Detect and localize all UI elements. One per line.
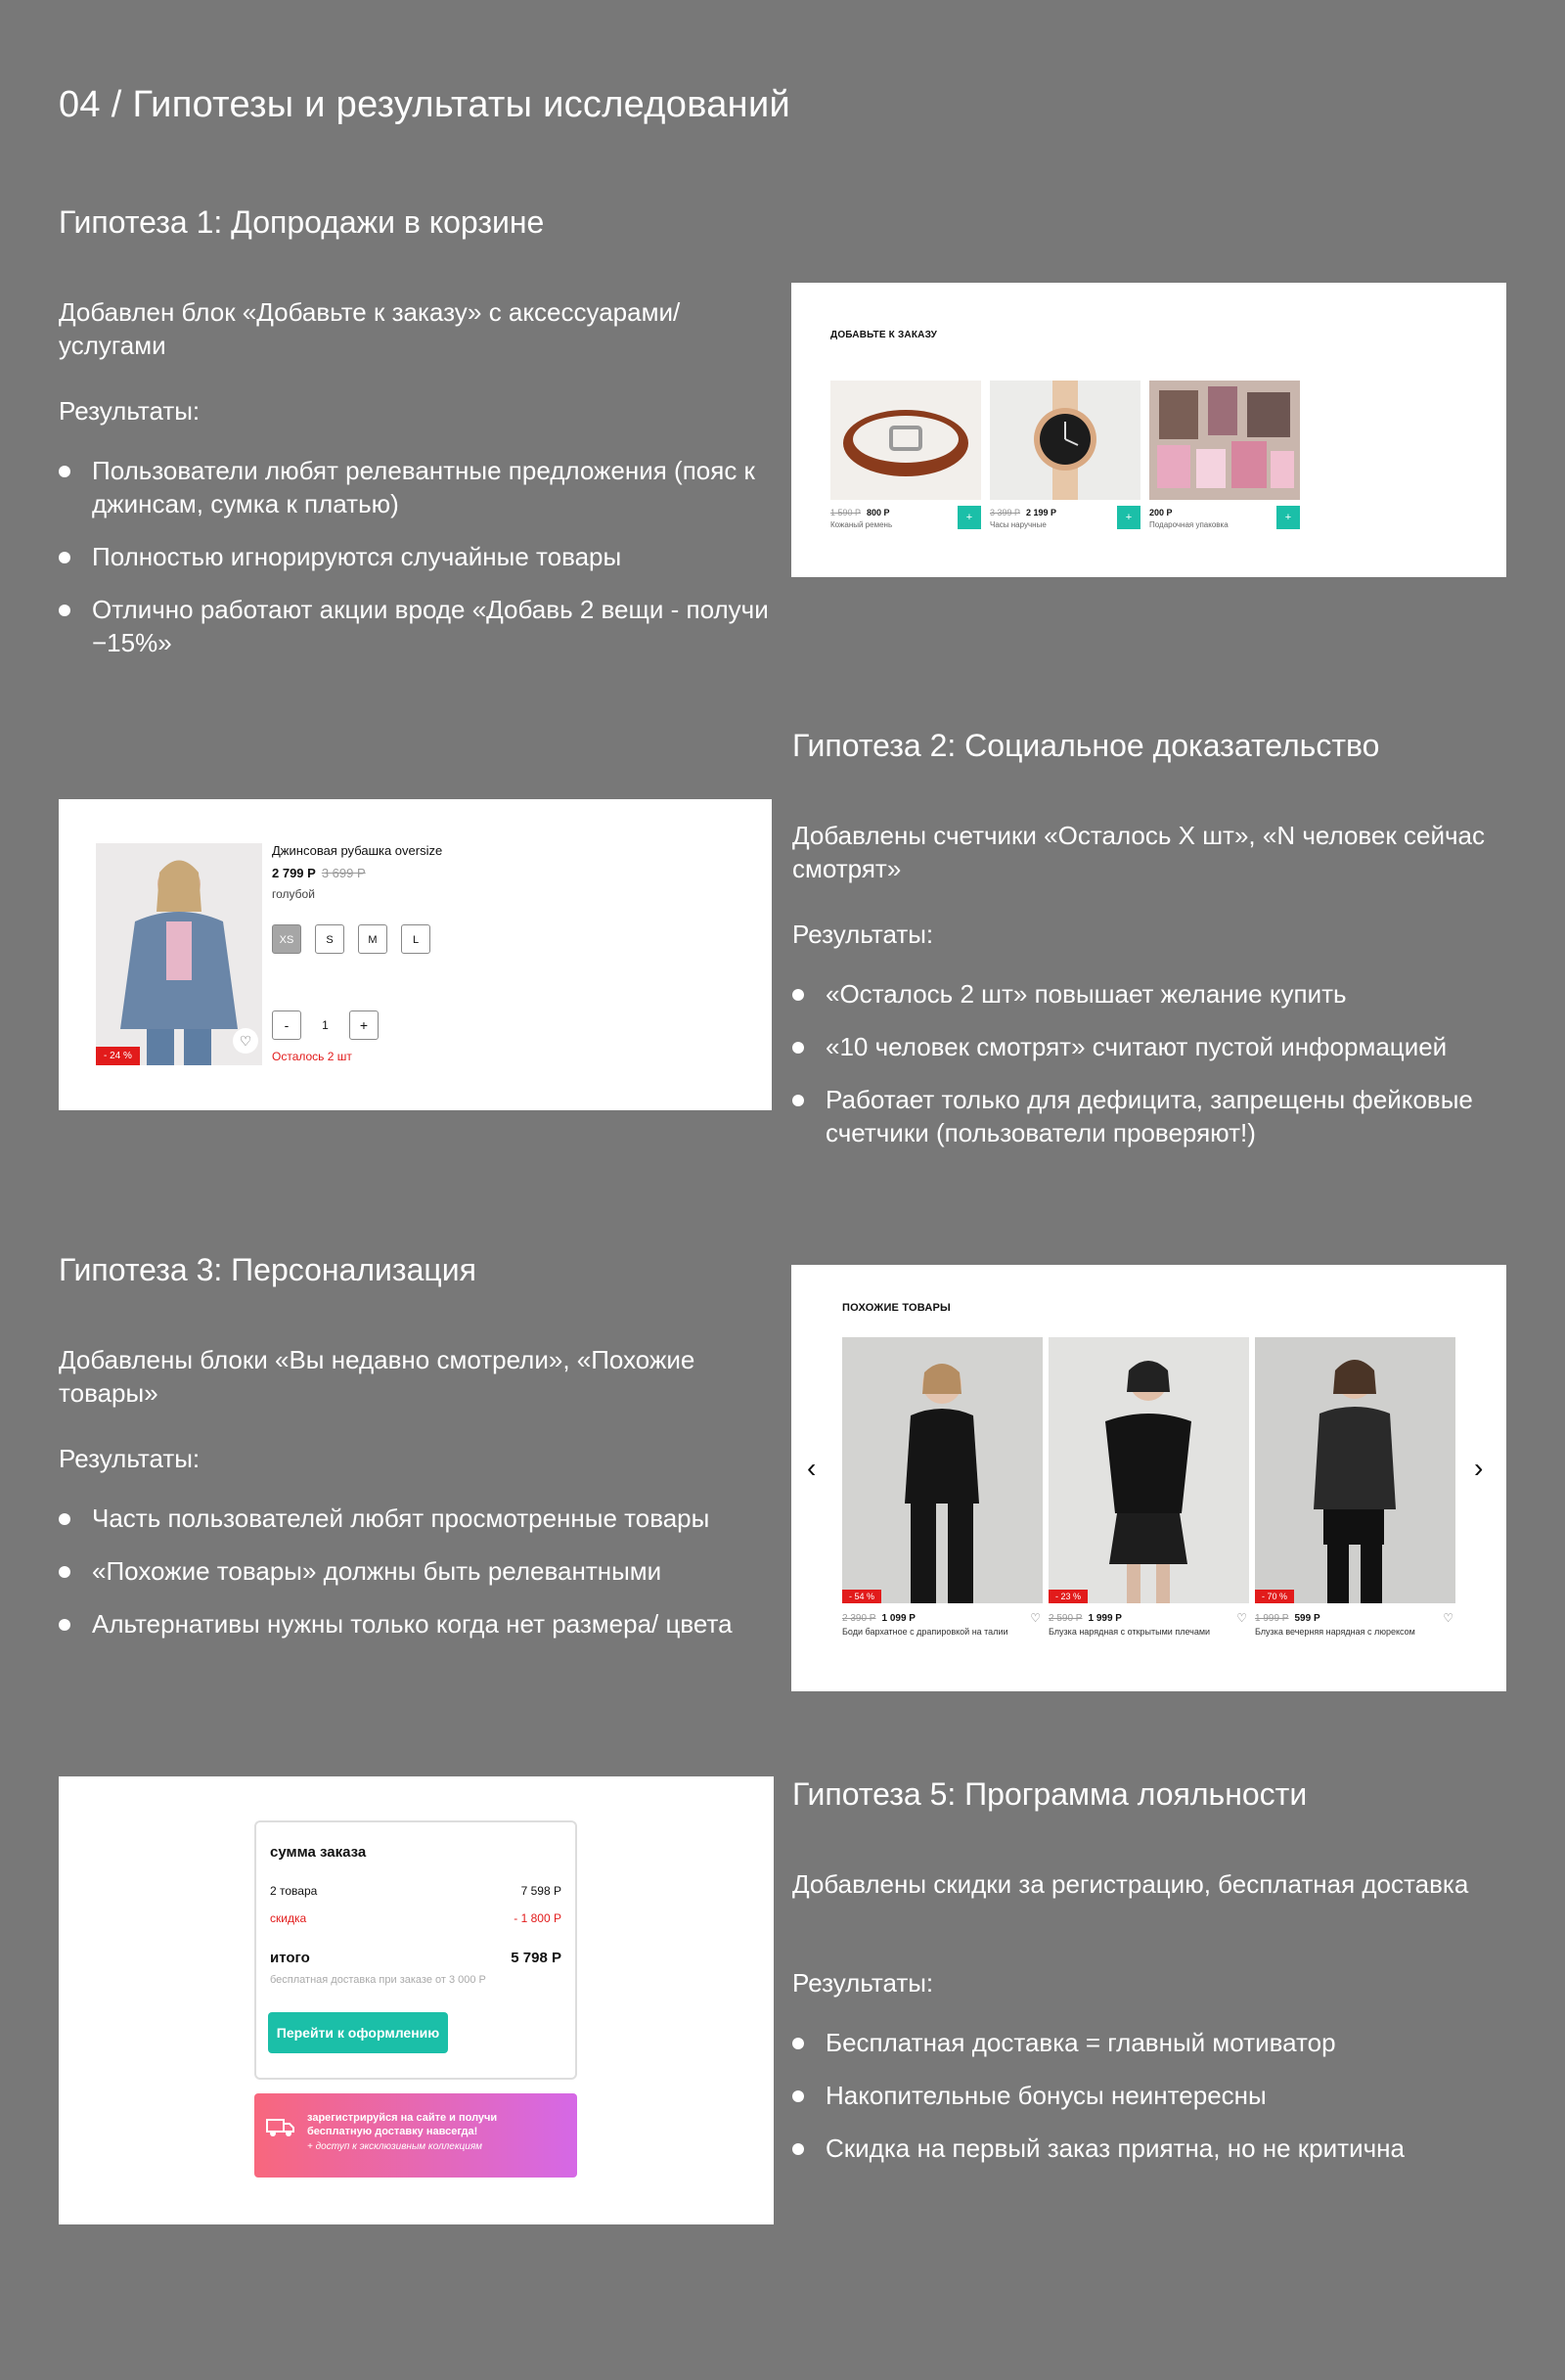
free-shipping-note: бесплатная доставка при заказе от 3 000 Р	[270, 1974, 486, 1986]
upsell-product[interactable]	[990, 381, 1140, 529]
result-item: Пользователи любят релевантные предложения (пояс к джинсам, сумка к платью)	[59, 454, 802, 520]
old-price: 2 390 Р	[842, 1613, 876, 1624]
hypothesis-5-title: Гипотеза 5: Программа лояльности	[792, 1776, 1308, 1812]
result-item: «10 человек смотрят» считают пустой информацией	[792, 1030, 1516, 1063]
watch-image	[990, 381, 1140, 500]
add-to-cart-button[interactable]: +	[958, 506, 981, 529]
old-price: 1 590 Р	[830, 508, 862, 517]
qty-plus-button[interactable]: +	[349, 1010, 379, 1040]
promo-line-2: бесплатную доставку навсегда!	[307, 2126, 478, 2137]
result-item: «Похожие товары» должны быть релевантными	[59, 1554, 782, 1588]
hypothesis-3-title: Гипотеза 3: Персонализация	[59, 1252, 476, 1287]
belt-image	[830, 381, 981, 500]
summary-box	[254, 1820, 577, 2080]
old-price: 1 999 Р	[1255, 1613, 1289, 1624]
discount-badge: - 54 %	[842, 1590, 881, 1603]
add-to-cart-button[interactable]: +	[1276, 506, 1300, 529]
quantity-stepper	[272, 1010, 379, 1040]
product-image	[1049, 1337, 1249, 1603]
hypothesis-2-results	[792, 977, 1516, 1169]
product-image	[842, 1337, 1043, 1603]
size-s[interactable]: S	[315, 924, 344, 954]
delivery-truck-icon	[266, 2115, 295, 2143]
hypothesis-1-results	[59, 454, 802, 679]
result-item: Работает только для дефицита, запрещены фейковые счетчики (пользователи проверяют!)	[792, 1083, 1516, 1149]
qty-value[interactable]: 1	[322, 1018, 329, 1032]
old-price: 3 699 Р	[321, 866, 366, 880]
gift-bags-image	[1149, 381, 1300, 500]
product-image	[1255, 1337, 1455, 1603]
items-label: 2 товара	[270, 1884, 318, 1898]
product-name: Джинсовая рубашка oversize	[272, 843, 443, 858]
product-name: Боди бархатное с драпировкой на талии	[842, 1627, 1008, 1637]
color-label: голубой	[272, 887, 315, 901]
price: 1 099 Р	[881, 1613, 916, 1624]
checkout-button[interactable]: Перейти к оформлению	[268, 2012, 448, 2053]
product-card	[59, 799, 772, 1110]
order-summary-card	[59, 1776, 774, 2224]
upsell-product[interactable]	[830, 381, 981, 529]
heart-icon[interactable]: ♡	[233, 1028, 258, 1054]
upsell-card	[791, 283, 1506, 577]
product-name: Подарочная упаковка	[1149, 520, 1229, 529]
hypothesis-3-desc: Добавлены блоки «Вы недавно смотрели», «Похожие товары»	[59, 1345, 695, 1408]
similar-product[interactable]	[1049, 1337, 1249, 1638]
hypothesis-5-results	[792, 2026, 1536, 2184]
size-m[interactable]: M	[358, 924, 387, 954]
price: 2 799 Р	[272, 866, 316, 880]
hypothesis-1-title: Гипотеза 1: Допродажи в корзине	[59, 204, 545, 240]
hypothesis-2-results-label: Результаты:	[792, 920, 934, 949]
result-item: Накопительные бонусы неинтересны	[792, 2079, 1536, 2112]
size-l[interactable]: L	[401, 924, 430, 954]
similar-product[interactable]	[1255, 1337, 1455, 1638]
result-item: Полностью игнорируются случайные товары	[59, 540, 802, 573]
heart-icon[interactable]: ♡	[1030, 1611, 1041, 1625]
stock-counter: Осталось 2 шт	[272, 1050, 352, 1063]
hypothesis-5-results-label: Результаты:	[792, 1968, 934, 1998]
similar-title: ПОХОЖИЕ ТОВАРЫ	[842, 1302, 951, 1314]
price: 599 Р	[1294, 1613, 1320, 1624]
price: 200 Р	[1149, 508, 1173, 517]
upsell-title: ДОБАВЬТЕ К ЗАКАЗУ	[830, 330, 938, 340]
loyalty-banner[interactable]	[254, 2093, 577, 2178]
price: 1 999 Р	[1088, 1613, 1122, 1624]
result-item: Альтернативы нужны только когда нет размера/ цвета	[59, 1607, 782, 1640]
result-item: Бесплатная доставка = главный мотиватор	[792, 2026, 1536, 2059]
total-label: итого	[270, 1950, 310, 1966]
hypothesis-5-desc: Добавлены скидки за регистрацию, бесплатная доставка	[792, 1869, 1469, 1899]
heart-icon[interactable]: ♡	[1236, 1611, 1247, 1625]
page-title: 04 / Гипотезы и результаты исследований	[59, 84, 791, 125]
old-price: 2 590 Р	[1049, 1613, 1083, 1624]
hypothesis-3-results-label: Результаты:	[59, 1444, 201, 1473]
total-value: 5 798 Р	[511, 1950, 561, 1966]
size-xs[interactable]: XS	[272, 924, 301, 954]
promo-line-3: + доступ к эксклюзивным коллекциям	[307, 2141, 483, 2152]
similar-products-card	[791, 1265, 1506, 1691]
product-image	[96, 843, 262, 1065]
result-item: Отлично работают акции вроде «Добавь 2 вещи - получи −15%»	[59, 593, 802, 659]
product-name: Кожаный ремень	[830, 520, 893, 529]
hypothesis-1-results-label: Результаты:	[59, 396, 201, 426]
chevron-left-icon[interactable]: ‹	[807, 1453, 817, 1483]
upsell-product[interactable]	[1149, 381, 1300, 529]
hypothesis-2-desc: Добавлены счетчики «Осталось Х шт», «N человек сейчас смотрят»	[792, 821, 1485, 883]
similar-product[interactable]	[842, 1337, 1043, 1638]
qty-minus-button[interactable]: -	[272, 1010, 301, 1040]
result-item: Часть пользователей любят просмотренные товары	[59, 1502, 782, 1535]
result-item: «Осталось 2 шт» повышает желание купить	[792, 977, 1516, 1010]
discount-badge: - 23 %	[1049, 1590, 1088, 1603]
price: 2 199 Р	[1026, 508, 1057, 517]
price: 800 Р	[867, 508, 890, 517]
result-item: Скидка на первый заказ приятна, но не критична	[792, 2132, 1536, 2165]
discount-value: - 1 800 Р	[514, 1911, 561, 1925]
product-name: Часы наручные	[990, 520, 1047, 529]
product-name: Блузка вечерняя нарядная с люрексом	[1255, 1627, 1415, 1637]
promo-line-1: зарегистрируйся на сайте и получи	[307, 2112, 498, 2124]
old-price: 3 399 Р	[990, 508, 1021, 517]
hypothesis-2-title: Гипотеза 2: Социальное доказательство	[792, 728, 1380, 763]
size-selector	[272, 924, 444, 954]
discount-label: скидка	[270, 1911, 307, 1925]
summary-title: сумма заказа	[270, 1844, 367, 1861]
heart-icon[interactable]: ♡	[1443, 1611, 1453, 1625]
add-to-cart-button[interactable]: +	[1117, 506, 1140, 529]
discount-badge: - 24 %	[96, 1047, 140, 1065]
hypothesis-3-results	[59, 1502, 782, 1660]
discount-badge: - 70 %	[1255, 1590, 1294, 1603]
product-name: Блузка нарядная с открытыми плечами	[1049, 1627, 1211, 1637]
chevron-right-icon[interactable]: ›	[1474, 1453, 1484, 1483]
hypothesis-1-desc: Добавлен блок «Добавьте к заказу» с аксессуарами/ услугами	[59, 297, 681, 360]
items-value: 7 598 Р	[520, 1884, 561, 1898]
